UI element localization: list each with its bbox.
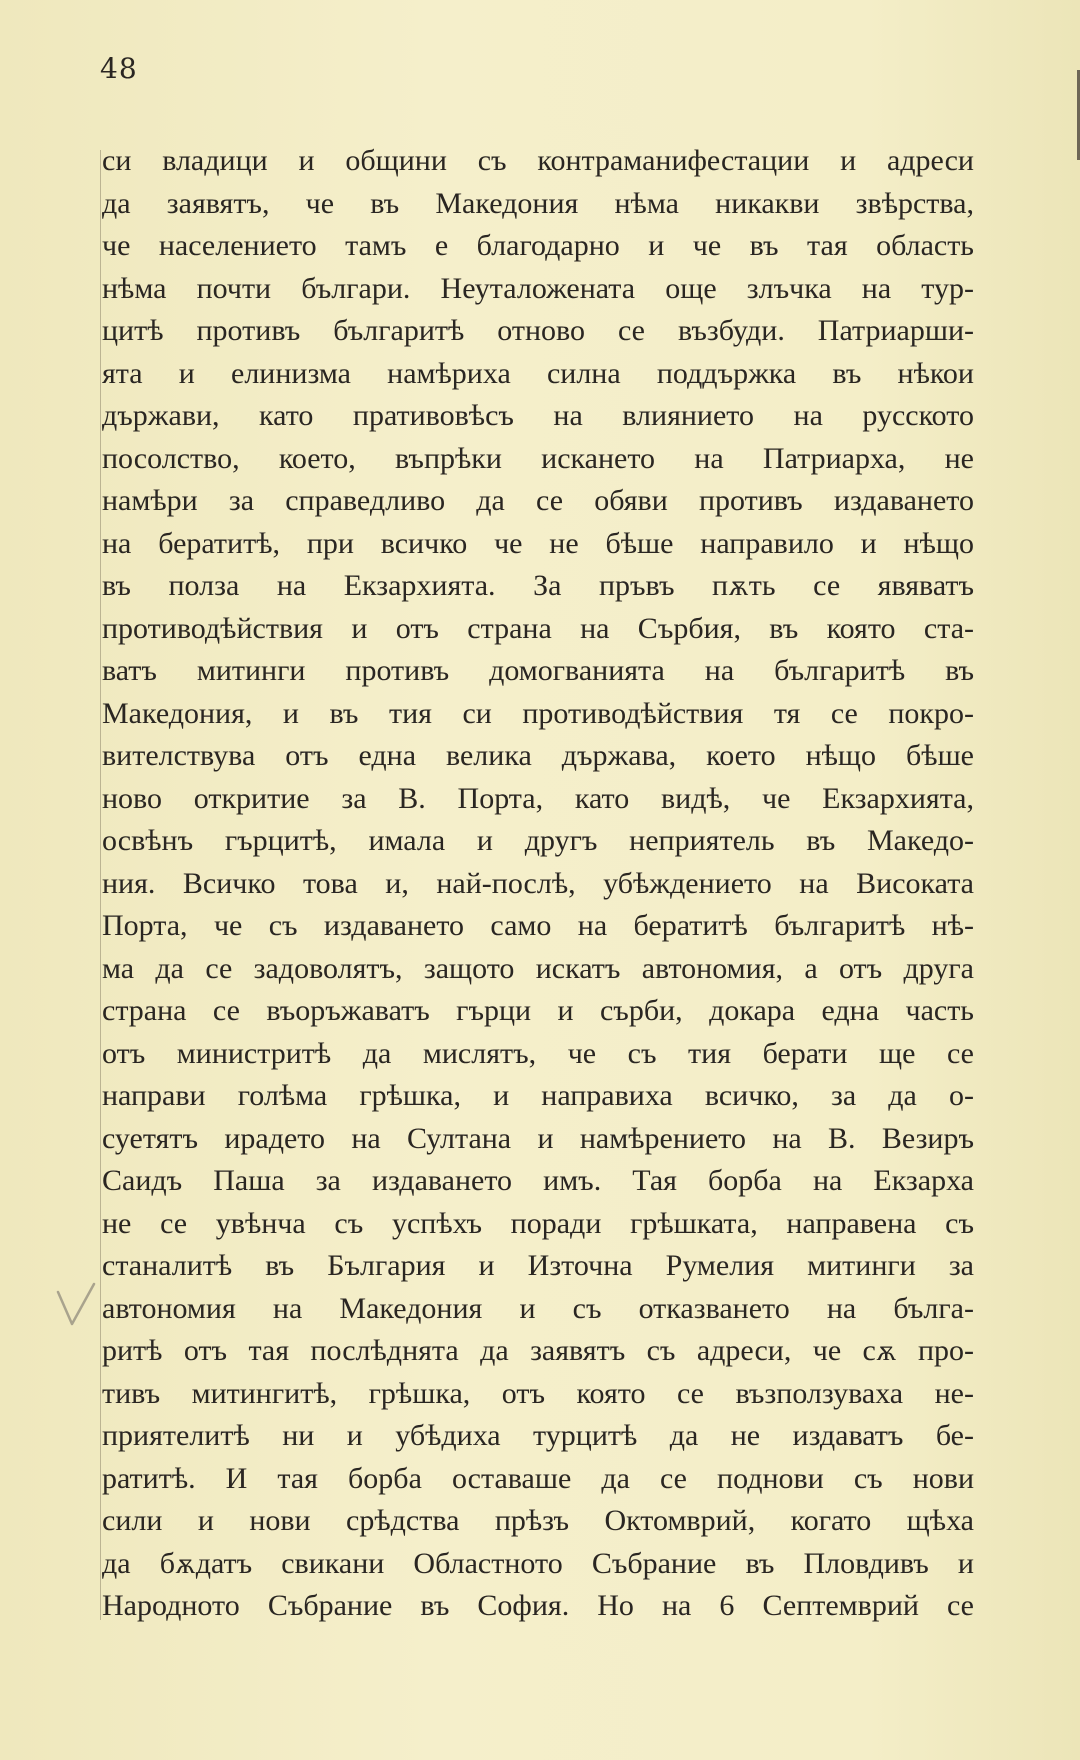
text-line: да заявятъ, че въ Македония нѣма никакви звѣрства, — [102, 186, 974, 220]
text-line: на бератитѣ, при всичко че не бѣше направило и нѣщо — [102, 526, 974, 560]
text-line: тивъ митингитѣ, грѣшка, отъ която се възползуваха не- — [102, 1376, 974, 1410]
text-line: въ полза на Екзархията. За пръвъ пѫть се явяватъ — [102, 569, 974, 602]
text-line: цитѣ противъ българитѣ отново се възбуди. Патриарши- — [102, 314, 974, 347]
text-line: ново откритие за В. Порта, като видѣ, че Екзархията, — [102, 781, 974, 815]
text-line: направи голѣма грѣшка, и направиха всичко, за да о- — [102, 1079, 974, 1112]
text-line: ватъ митинги противъ домогванията на българитѣ въ — [102, 654, 974, 687]
text-line: намѣри за справедливо да се обяви противъ издаването — [102, 484, 974, 517]
page-number: 48 — [100, 52, 138, 85]
text-line: сили и нови срѣдства прѣзъ Октомврий, когато щѣха — [102, 1504, 974, 1537]
text-line: че населението тамъ е благодарно и че въ тая область — [102, 229, 974, 262]
text-line: ма да се задоволятъ, защото искатъ автономия, а отъ друга — [102, 951, 974, 985]
text-line: не се увѣнча съ успѣхъ поради грѣшката, направена съ — [102, 1206, 974, 1240]
text-line: вителствува отъ една велика държава, което нѣщо бѣше — [102, 739, 974, 772]
text-line: държави, като пративовѣсъ на влиянието на русското — [102, 399, 974, 432]
text-line: суетятъ ирадето на Султана и намѣрението на В. Везиръ — [102, 1121, 974, 1155]
text-line: ратитѣ. И тая борба оставаше да се поднови съ нови — [102, 1461, 974, 1495]
text-line: ята и елинизма намѣриха силна поддържка въ нѣкои — [102, 356, 974, 390]
text-line: страна се въоръжаватъ гърци и сърби, докара една часть — [102, 994, 974, 1027]
text-line: си владици и общини съ контраманифестации и адреси — [102, 144, 974, 177]
text-line: Порта, че съ издаването само на бератитѣ българитѣ нѣ- — [102, 909, 974, 942]
body-text — [102, 140, 974, 1628]
text-line: да бѫдатъ свикани Областното Събрание въ Пловдивъ и — [102, 1546, 974, 1580]
text-line: ритѣ отъ тая послѣднята да заявятъ съ адреси, че сѫ про- — [102, 1334, 974, 1367]
text-line: Саидъ Паша за издаването имъ. Тая борба на Екзарха — [102, 1164, 974, 1197]
text-line: Македония, и въ тия си противодѣйствия тя се покро- — [102, 696, 974, 730]
text-line: Народното Събрание въ София. Но на 6 Септемврий се — [102, 1589, 974, 1622]
text-line: отъ министритѣ да мислятъ, че съ тия берати ще се — [102, 1036, 974, 1070]
text-line: ния. Всичко това и, най-послѣ, убѣждението на Високата — [102, 866, 974, 900]
text-line: освѣнъ гърцитѣ, имала и другъ неприятель въ Македо- — [102, 824, 974, 857]
binding-margin-line — [100, 150, 101, 1620]
text-line: посолство, което, въпрѣки искането на Патриарха, не — [102, 441, 974, 475]
text-line: противодѣйствия и отъ страна на Сърбия, въ която ста- — [102, 611, 974, 645]
text-line: нѣма почти българи. Неуталожената още злъчка на тур- — [102, 271, 974, 305]
text-line: станалитѣ въ България и Източна Румелия митинги за — [102, 1249, 974, 1282]
text-line: автономия на Македония и съ отказването на бълга- — [102, 1291, 974, 1325]
text-line: приятелитѣ ни и убѣдиха турцитѣ да не издаватъ бе- — [102, 1419, 974, 1452]
pencil-check-mark-icon — [50, 1278, 110, 1338]
